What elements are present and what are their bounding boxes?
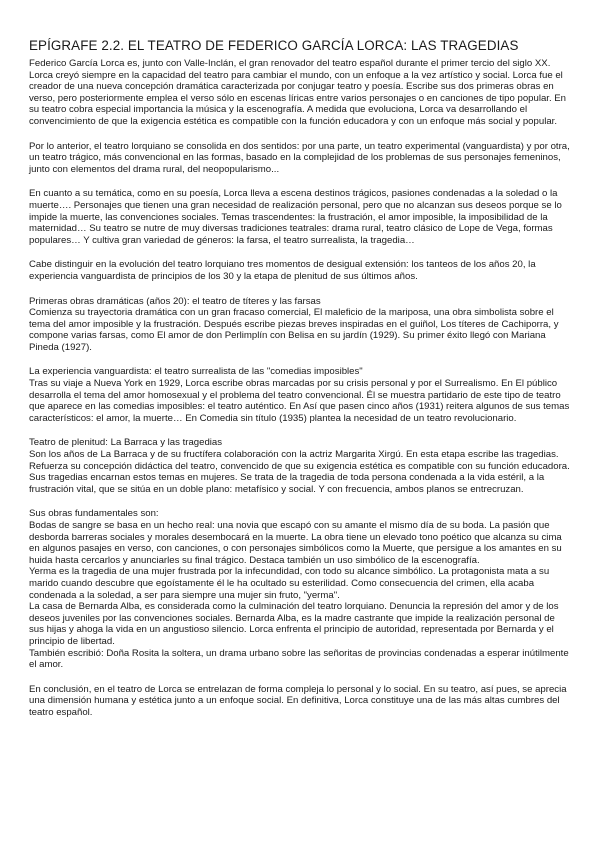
section-heading: Sus obras fundamentales son: — [29, 508, 159, 520]
section-body: Tras su viaje a Nueva York en 1929, Lorca escribe obras marcadas por su crisis personal y por el Surrealismo. En El público desarrolla el tema del amor homosexual y el problema del teatro convencional. Él se muestra partidario de este tipo de teatro que aparece en las comedias imposibles: el teatro auténtico. En Así que pasen cinco años (1931) reitera algunos de sus temas característicos: el amor, la muerte… En Comedia sin título (1935) plantea la necesidad de un teatro revolucionario. — [29, 378, 570, 424]
paragraph-themes: En cuanto a su temática, como en su poesía, Lorca lleva a escena destinos trágicos, pasiones condenadas a la soledad o la muerte…. Personajes que tienen una gran necesidad de realización personal, pero que no alcanzan sus deseos porque se lo impide la muerte, las convenciones sociales. Temas trascendentes: la frustración, el amor imposible, la imposibilidad de la maternidad… Su teatro se nutre de muy diversas tradiciones teatrales: drama rural, teatro clásico de Lope de Vega, formas populares… Y cultiva gran variedad de géneros: la farsa, el teatro surrealista, la tragedia… — [29, 188, 562, 246]
section-body: Comienza su trayectoria dramática con un gran fracaso comercial, El maleficio de la mariposa, una obra simbolista sobre el tema del amor imposible y la frustración. Después escribe piezas breves inspiradas en el guiñol, Los títeres de Cachiporra, y compone varias farsas, como El amor de don Perlimplín con Belisa en su jardín (1929). Su primer éxito llegó con Mariana Pineda (1927). — [29, 307, 559, 353]
work-item: La casa de Bernarda Alba, es considerada como la culminación del teatro lorquiano. Denuncia la represión del amor y de los deseos juveniles por las convenciones sociales. Bernarda Alba, es la madre castrante que impide la realización personal de sus hijas y ahoga la vida en un angustioso silencio. Lorca enfrenta el principio de autoridad, representada por Bernarda y el principio de libertad. — [29, 601, 559, 647]
section-avant-garde — [29, 366, 572, 424]
work-item: También escribió: Doña Rosita la soltera, un drama urbano sobre las señoritas de provincias condenadas a esperar inútilmente el amor. — [29, 647, 569, 671]
conclusion-paragraph: En conclusión, en el teatro de Lorca se entrelazan de forma compleja lo personal y lo social. En su teatro, así pues, se aprecia una dimensión humana y estética junto a un enfoque social. En definitiva, Lorca constituye una de las más altas cumbres del teatro español. — [29, 683, 567, 718]
section-fundamental-works — [29, 508, 572, 670]
section-body: Son los años de La Barraca y de su fructífera colaboración con la actriz Margarita Xirgú. En esta etapa escribe las tragedias. Refuerza su concepción didáctica del teatro, convencido de que su exigencia estética es compatible con su función educadora. Sus tragedias encarnan estos temas en mujeres. Se trata de la tragedia de toda persona condenada a la vida estéril, a la frustración vital, que se sitúa en un doble plano: metafísico y social. Y con frecuencia, ambos planos se entrecruzan. — [29, 449, 570, 495]
intro-paragraph: Federico García Lorca es, junto con Valle-Inclán, el gran renovador del teatro español durante el primer tercio del siglo XX. Lorca creyó siempre en la capacidad del teatro para cambiar el mundo, con un enfoque a la vez artístico y social. Lorca fue el creador de una nueva concepción dramática caracterizada por conjugar teatro y poesía. Escribe sus dos primeras obras en verso, pero posteriormente emplea el verso sólo en escenas líricas entre varios personajes o en canciones de tipo popular. En su teatro cobra especial importancia la música y la escenografía. A medida que evoluciona, Lorca va desarrollando el convencimiento de que la exigencia estética es compatible con la función educadora y con un enfoque más social y popular. — [29, 58, 567, 127]
work-item: Yerma es la tragedia de una mujer frustrada por la infecundidad, con todo su alcance simbólico. La protagonista mata a su marido cuando descubre que egoístamente él le ha ocultado su esterilidad. Como consecuencia del crimen, ella acaba condenada a la soledad, a ser para siempre una mujer sin fruto, "yerma". — [29, 566, 550, 601]
paragraph-evolution: Cabe distinguir en la evolución del teatro lorquiano tres momentos de desigual extensión: los tanteos de los años 20, la experiencia vanguardista de principios de los 30 y la etapa de plenitud de sus últimos años. — [29, 259, 536, 282]
work-item: Bodas de sangre se basa en un hecho real: una novia que escapó con su amante el mismo día de su boda. La pasión que desborda barreras sociales y morales desembocará en la muerte. La obra tiene un elevado tono poético que alcanza su cima en algunos pasajes en verso, con canciones, o con personajes simbólicos como la Muerte, que persigue a los amantes en su huida hasta cercarlos y anunciarles su final trágico. Destaca también un uso simbólico de la escenografía. — [29, 520, 562, 566]
section-plenitude — [29, 437, 572, 495]
paragraph-two-senses: Por lo anterior, el teatro lorquiano se consolida en dos sentidos: por una parte, un teatro experimental (vanguardista) y por otra, un teatro trágico, más convencional en las formas, basado en la complejidad de los problemas de sus personajes femeninos, junto con elementos del drama rural, del neopopularismo... — [29, 140, 570, 175]
section-heading: Teatro de plenitud: La Barraca y las tragedias — [29, 437, 223, 449]
page-title: EPÍGRAFE 2.2. EL TEATRO DE FEDERICO GARCÍA LORCA: LAS TRAGEDIAS — [29, 38, 519, 53]
section-heading: La experiencia vanguardista: el teatro surrealista de las "comedias imposibles" — [29, 366, 363, 378]
section-heading: Primeras obras dramáticas (años 20): el teatro de títeres y las farsas — [29, 295, 321, 307]
section-first-works — [29, 296, 572, 354]
